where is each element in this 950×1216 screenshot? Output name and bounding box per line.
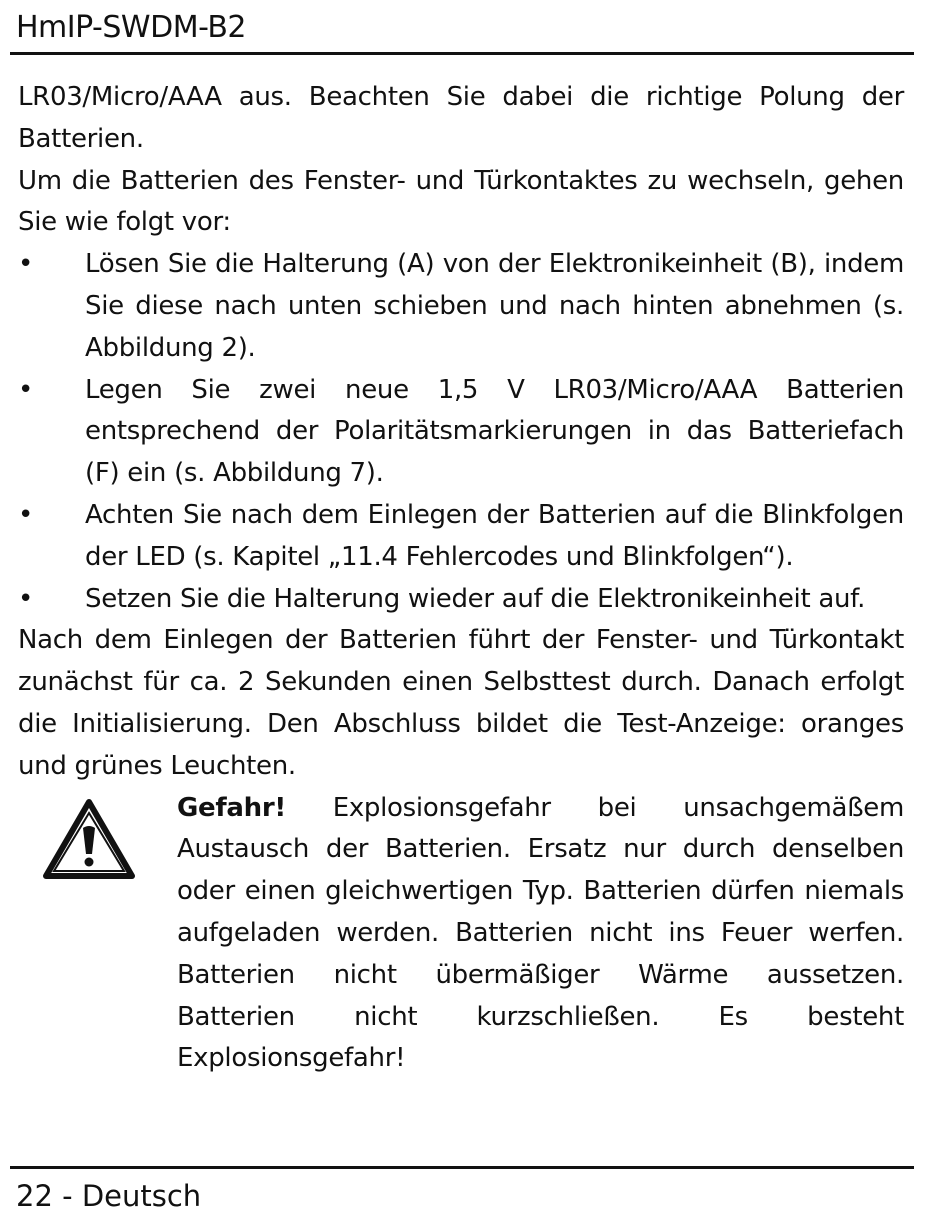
step-text: Achten Sie nach dem Einlegen der Batterien auf die Blinkfolgen der LED (s. Kapitel „11.4 Fehlercodes und Blinkfolgen“). [85,499,904,572]
header-divider [10,52,914,55]
footer-separator: - [62,1179,73,1213]
step-item [18,495,904,579]
step-text: Legen Sie zwei neue 1,5 V LR03/Micro/AAA Batterien entsprechend der Polaritätsmarkierungen in das Batteriefach (F) ein (s. Abbildung 7). [85,374,904,489]
warning-triangle-icon [42,798,136,880]
step-text: Setzen Sie die Halterung wieder auf die Elektronikeinheit auf. [85,583,866,614]
manual-content [18,77,904,1080]
paragraph-intro-steps: Um die Batterien des Fenster- und Türkontaktes zu wechseln, gehen Sie wie folgt vor: [18,165,904,238]
warning-label: Gefahr! [177,792,286,823]
page-number: 22 [16,1179,53,1213]
document-header-title: HmIP-SWDM-B2 [16,10,247,45]
danger-warning [18,788,904,1081]
battery-change-steps [18,244,904,620]
bullet-icon: • [18,249,34,280]
step-text: Lösen Sie die Halterung (A) von der Elektronikeinheit (B), indem Sie diese nach unten schieben und nach hinten abnehmen (s. Abbildung 2). [85,249,904,363]
paragraph-self-test: Nach dem Einlegen der Batterien führt der Fenster- und Türkontakt zunächst für ca. 2 Sekunden einen Selbsttest durch. Danach erfolgt die Initialisierung. Den Abschluss bildet die Test-Anzeige: oranges und grünes Leuchten. [18,625,904,781]
footer-language: Deutsch [81,1179,202,1213]
warning-body: Explosionsgefahr bei unsachgemäßem Austausch der Batterien. Ersatz nur durch denselben oder einen gleichwertigen Typ. Batterien dürfen niemals aufgeladen werden. Batterien nicht ins Feuer werfen. Batterien nicht übermäßiger Wärme aussetzen. Batterien nicht kurzschließen. Es besteht Explosionsgefahr! [177,792,904,1074]
bullet-icon: • [18,583,34,614]
step-item [18,244,904,369]
footer-divider [10,1166,914,1169]
bullet-icon: • [18,499,34,530]
warning-text [177,788,904,1081]
step-item [18,579,904,621]
page-footer [16,1176,201,1216]
bullet-icon: • [18,374,34,405]
step-item [18,370,904,495]
paragraph-battery-type: LR03/Micro/AAA aus. Beachten Sie dabei die richtige Polung der Batterien. [18,82,904,154]
